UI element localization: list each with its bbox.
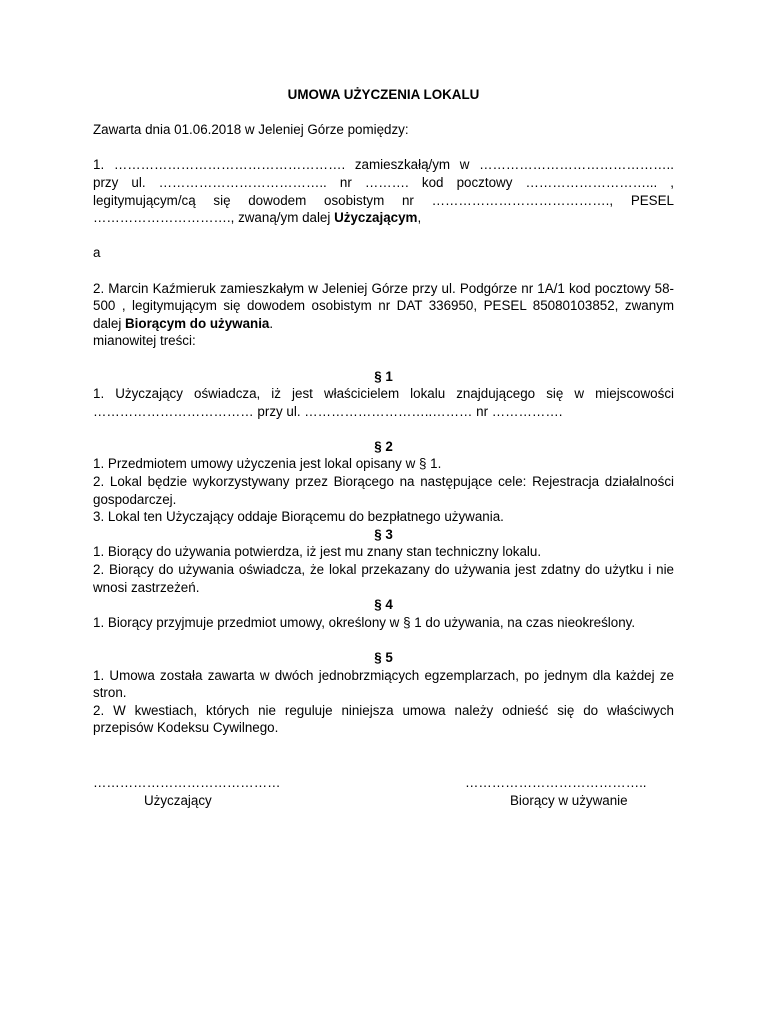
party-1-end: ,	[417, 210, 422, 226]
section-heading-3: § 3	[374, 526, 393, 542]
mianowicie-line: mianowitej treści:	[93, 333, 196, 349]
section-1-paragraph-1: 1. Użyczający oświadcza, iż jest właścicielem lokalu znajdującego się w miejscowości ……………………………… przy ul. ………………………..……… nr …………….	[93, 386, 674, 419]
section-2-paragraph-2: 2. Lokal będzie wykorzystywany przez Biorącego na następujące cele: Rejestracja działalności gospodarczej.	[93, 474, 674, 507]
signature-label-borrower: Biorący w używanie	[510, 792, 628, 808]
signature-lender	[93, 774, 333, 809]
section-3-paragraph-1: 1. Biorący do używania potwierdza, iż jest mu znany stan techniczny lokalu.	[93, 544, 542, 560]
conjunction: a	[93, 245, 101, 261]
signature-line-borrower: …………………………………..	[465, 775, 647, 790]
party-1-role: Użyczającym	[334, 210, 418, 226]
section-3-paragraph-2: 2. Biorący do używania oświadcza, że lokal przekazany do używania jest zdatny do użytku i nie wnosi zastrzeżeń.	[93, 562, 674, 595]
party-2-role: Biorącym do używania	[125, 315, 270, 331]
section-heading-1: § 1	[374, 368, 393, 384]
party-1-paragraph	[93, 156, 674, 226]
party-1-text: 1. ……………………………………………. zamieszkałą/ym w …………………………………….. przy ul. ……………………………….. nr ………. kod pocztowy ………………………... , legitymującym/cą się dowodem osobistym nr …………………………………., PESEL …………………………., zwaną/ym dalej	[93, 157, 674, 226]
party-2-end: .	[269, 315, 274, 331]
signature-block	[93, 774, 674, 814]
section-heading-5: § 5	[374, 650, 393, 665]
section-heading-4: § 4	[374, 597, 393, 613]
section-5-paragraph-1: 1. Umowa została zawarta w dwóch jednobrzmiących egzemplarzach, po jednym dla każdej ze stron.	[93, 667, 674, 701]
document-body	[93, 86, 674, 737]
party-2-paragraph	[93, 280, 674, 333]
section-heading-2: § 2	[374, 438, 393, 454]
signature-line-lender: ……………………………………	[93, 775, 281, 790]
section-2-paragraph-1: 1. Przedmiotem umowy użyczenia jest lokal opisany w § 1.	[93, 456, 442, 472]
section-5-paragraph-2: 2. W kwestiach, których nie reguluje niniejsza umowa należy odnieść się do właściwych przepisów Kodeksu Cywilnego.	[93, 702, 674, 736]
intro-line: Zawarta dnia 01.06.2018 w Jeleniej Górze pomiędzy:	[93, 122, 409, 138]
document-title: UMOWA UŻYCZENIA LOKALU	[287, 87, 480, 102]
party-2-text: 2. Marcin Kaźmieruk zamieszkałym w Jeleniej Górze przy ul. Podgórze nr 1A/1 kod pocztowy 58-500 , legitymującym się dowodem osobistym nr DAT 336950, PESEL 85080103852, zwanym dalej	[93, 280, 674, 331]
signature-borrower	[465, 774, 685, 809]
section-4-paragraph-1: 1. Biorący przyjmuje przedmiot umowy, określony w § 1 do używania, na czas nieokreślony.	[93, 614, 636, 630]
section-2-paragraph-3: 3. Lokal ten Użyczający oddaje Biorącemu do bezpłatnego używania.	[93, 509, 504, 525]
signature-label-lender: Użyczający	[144, 792, 212, 808]
